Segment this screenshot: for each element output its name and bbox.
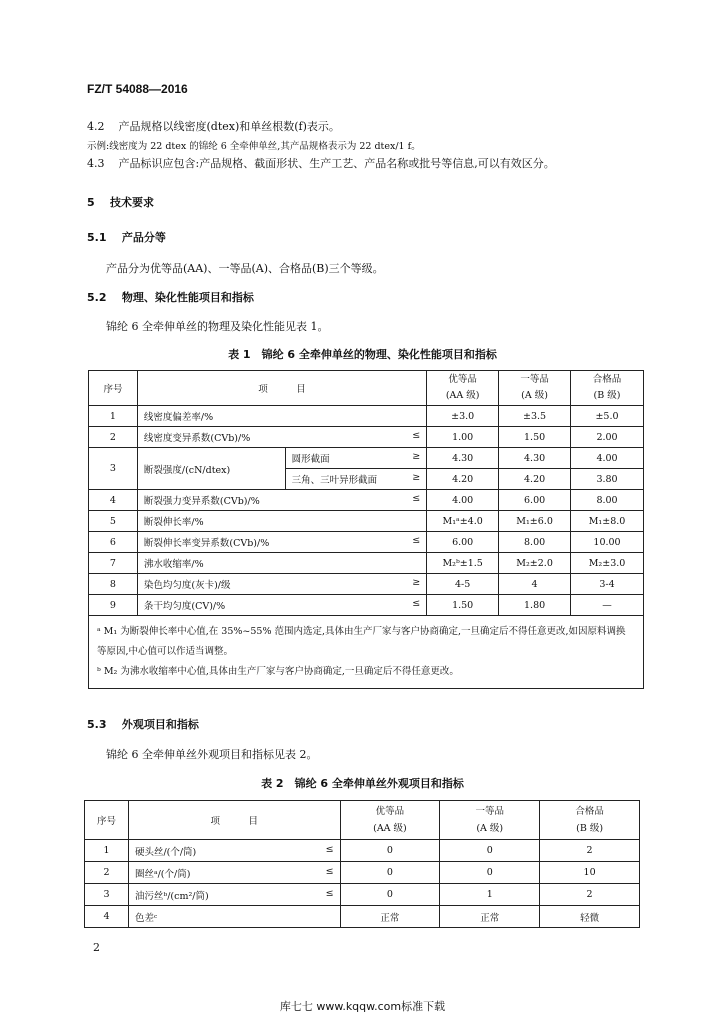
section-5-3-heading xyxy=(87,716,199,732)
clause-4-2 xyxy=(87,118,340,134)
item-label: 线密度偏差率/% xyxy=(143,412,214,423)
section-title: 技术要求 xyxy=(109,196,154,209)
table-row xyxy=(89,574,644,595)
value-b: 8.00 xyxy=(571,490,644,511)
value-aa: 6.00 xyxy=(427,532,499,553)
table-row xyxy=(89,427,644,448)
table-row xyxy=(85,862,640,884)
clause-number: 4.3 xyxy=(87,157,105,170)
row-item xyxy=(137,427,426,448)
row-no: 7 xyxy=(89,553,138,574)
section-number: 5.1 xyxy=(87,231,107,244)
value-aa: 1.50 xyxy=(427,595,499,616)
row-no: 5 xyxy=(89,511,138,532)
value-b: ±5.0 xyxy=(571,406,644,427)
clause-text: 产品标识应包含:产品规格、截面形状、生产工艺、产品名称或批号等信息,可以有效区分。 xyxy=(118,157,555,170)
row-no: 4 xyxy=(85,906,129,928)
value-aa: 正常 xyxy=(340,906,440,928)
col-item: 项 目 xyxy=(137,371,426,406)
value-a: 正常 xyxy=(440,906,540,928)
table-row xyxy=(89,553,644,574)
row-no: 4 xyxy=(89,490,138,511)
value-a: 0 xyxy=(440,862,540,884)
section-5-2-heading xyxy=(87,289,254,305)
section-title: 外观项目和指标 xyxy=(121,718,199,731)
sub-item xyxy=(285,448,427,469)
item-label: 断裂强力变异系数(CVb)/% xyxy=(143,496,260,507)
footnotes-cell xyxy=(89,616,644,689)
value-b: 2.00 xyxy=(571,427,644,448)
row-item xyxy=(128,862,340,884)
value-a: M₂±2.0 xyxy=(499,553,571,574)
value-b: M₂±3.0 xyxy=(571,553,644,574)
row-item xyxy=(137,574,426,595)
value-b: 10 xyxy=(540,862,640,884)
grade-code: (B 级) xyxy=(593,390,621,401)
row-no: 3 xyxy=(85,884,129,906)
row-no: 2 xyxy=(85,862,129,884)
col-b xyxy=(540,801,640,840)
table-row xyxy=(85,840,640,862)
page-number: 2 xyxy=(93,941,100,954)
value-aa: 0 xyxy=(340,840,440,862)
col-b xyxy=(571,371,644,406)
col-no: 序号 xyxy=(89,371,138,406)
grade-code: (A 级) xyxy=(476,823,504,834)
row-item xyxy=(137,595,426,616)
table1-caption: 表 1 锦纶 6 全牵伸单丝的物理、染化性能项目和指标 xyxy=(228,348,497,361)
row-item xyxy=(128,840,340,862)
row-item xyxy=(137,490,426,511)
section-number: 5.2 xyxy=(87,291,107,304)
value-a: 4.30 xyxy=(499,448,571,469)
row-item: 断裂强度/(cN/dtex) xyxy=(137,448,285,490)
value-b: 3.80 xyxy=(571,469,644,490)
table1 xyxy=(88,370,644,689)
footnote-a: ᵃ M₁ 为断裂伸长率中心值,在 35%~55% 范围内选定,具体由生产厂家与客户协商确定,一旦确定后不得任意更改,如因原料调换等原因,中心值可以作适当调整。 xyxy=(97,626,626,657)
grade-name: 优等品 xyxy=(375,806,405,817)
grade-code: (AA 级) xyxy=(445,390,480,401)
row-no: 8 xyxy=(89,574,138,595)
col-a xyxy=(499,371,571,406)
footnote-b: ᵇ M₂ 为沸水收缩率中心值,具体由生产厂家与客户协商确定,一旦确定后不得任意更改。 xyxy=(97,666,459,677)
table-header-row xyxy=(85,801,640,840)
col-item: 项 目 xyxy=(128,801,340,840)
grade-code: (B 级) xyxy=(576,823,604,834)
row-item xyxy=(137,406,426,427)
table2 xyxy=(84,800,640,928)
value-b: 轻微 xyxy=(540,906,640,928)
operator: ≤ xyxy=(412,493,421,504)
operator: ≥ xyxy=(412,451,421,462)
grade-code: (A 级) xyxy=(521,390,548,401)
row-no: 9 xyxy=(89,595,138,616)
item-label: 断裂伸长率/% xyxy=(143,517,204,528)
value-a: 0 xyxy=(440,840,540,862)
operator: ≤ xyxy=(325,843,334,855)
table-row xyxy=(89,448,644,469)
value-b: M₁±8.0 xyxy=(571,511,644,532)
value-a: ±3.5 xyxy=(499,406,571,427)
table-row xyxy=(89,511,644,532)
table-footnotes xyxy=(89,616,644,689)
value-aa: 0 xyxy=(340,862,440,884)
operator: ≤ xyxy=(412,430,421,441)
section-5-2-body: 锦纶 6 全牵伸单丝的物理及染化性能见表 1。 xyxy=(106,320,329,333)
section-number: 5 xyxy=(87,196,95,209)
clause-text: 产品规格以线密度(dtex)和单丝根数(f)表示。 xyxy=(118,120,340,133)
table-row xyxy=(89,490,644,511)
grade-code: (AA 级) xyxy=(373,823,407,834)
row-no: 6 xyxy=(89,532,138,553)
sub-item xyxy=(285,469,427,490)
table-row xyxy=(89,406,644,427)
value-b: 4.00 xyxy=(571,448,644,469)
value-b: 3-4 xyxy=(571,574,644,595)
table2-caption: 表 2 锦纶 6 全牵伸单丝外观项目和指标 xyxy=(261,777,464,790)
table-header-row xyxy=(89,371,644,406)
row-item xyxy=(137,511,426,532)
item-label: 染色均匀度(灰卡)/级 xyxy=(143,580,231,591)
row-item xyxy=(128,906,340,928)
table-row xyxy=(85,884,640,906)
value-a: 4.20 xyxy=(499,469,571,490)
value-aa: 1.00 xyxy=(427,427,499,448)
value-b: 10.00 xyxy=(571,532,644,553)
clause-4-2-example: 示例:线密度为 22 dtex 的锦纶 6 全牵伸单丝,其产品规格表示为 22 dtex/1 f。 xyxy=(87,141,421,152)
col-aa xyxy=(340,801,440,840)
value-a: 1 xyxy=(440,884,540,906)
grade-name: 一等品 xyxy=(520,374,549,385)
value-aa: ±3.0 xyxy=(427,406,499,427)
operator: ≤ xyxy=(325,887,334,899)
value-aa: 4.20 xyxy=(427,469,499,490)
col-aa xyxy=(427,371,499,406)
row-item xyxy=(137,553,426,574)
value-a: 1.50 xyxy=(499,427,571,448)
operator: ≥ xyxy=(412,472,421,483)
item-label: 色差ᶜ xyxy=(134,912,158,924)
value-a: 1.80 xyxy=(499,595,571,616)
operator: ≤ xyxy=(412,535,421,546)
item-label: 线密度变异系数(CVb)/% xyxy=(143,433,251,444)
row-no: 1 xyxy=(85,840,129,862)
row-item xyxy=(128,884,340,906)
item-label: 断裂伸长率变异系数(CVb)/% xyxy=(143,538,270,549)
operator: ≥ xyxy=(412,577,421,588)
section-title: 产品分等 xyxy=(121,231,166,244)
value-aa: 4-5 xyxy=(427,574,499,595)
table-row xyxy=(85,906,640,928)
value-aa: 0 xyxy=(340,884,440,906)
value-aa: M₂ᵇ±1.5 xyxy=(427,553,499,574)
grade-name: 优等品 xyxy=(448,374,477,385)
clause-number: 4.2 xyxy=(87,120,105,133)
operator: ≤ xyxy=(412,598,421,609)
sub-item-label: 圆形截面 xyxy=(291,454,330,465)
value-aa: 4.30 xyxy=(427,448,499,469)
value-b: — xyxy=(571,595,644,616)
row-no: 2 xyxy=(89,427,138,448)
section-5-1-heading xyxy=(87,229,166,245)
grade-name: 合格品 xyxy=(575,806,604,817)
section-5-3-body: 锦纶 6 全牵伸单丝外观项目和指标见表 2。 xyxy=(106,748,318,761)
value-b: 2 xyxy=(540,884,640,906)
section-5-heading xyxy=(87,194,154,210)
item-label: 硬头丝/(个/筒) xyxy=(134,846,197,858)
section-title: 物理、染化性能项目和指标 xyxy=(121,291,254,304)
row-no: 3 xyxy=(89,448,138,490)
value-aa: M₁ᵃ±4.0 xyxy=(427,511,499,532)
sub-item-label: 三角、三叶异形截面 xyxy=(291,475,378,486)
item-label: 圈丝ᵃ/(个/筒) xyxy=(134,868,191,880)
item-label: 条干均匀度(CV)/% xyxy=(143,601,226,612)
value-aa: 4.00 xyxy=(427,490,499,511)
operator: ≤ xyxy=(325,865,334,877)
row-no: 1 xyxy=(89,406,138,427)
footer-watermark: 库七七 www.kqqw.com标准下载 xyxy=(279,1000,446,1013)
table-row xyxy=(89,532,644,553)
row-item xyxy=(137,532,426,553)
clause-4-3 xyxy=(87,155,555,171)
value-b: 2 xyxy=(540,840,640,862)
value-a: 6.00 xyxy=(499,490,571,511)
item-label: 油污丝ᵇ/(cm²/筒) xyxy=(134,890,209,902)
value-a: M₁±6.0 xyxy=(499,511,571,532)
section-number: 5.3 xyxy=(87,718,107,731)
value-a: 4 xyxy=(499,574,571,595)
document-header: FZ/T 54088—2016 xyxy=(87,82,188,96)
col-no: 序号 xyxy=(85,801,129,840)
item-label: 沸水收缩率/% xyxy=(143,559,204,570)
col-a xyxy=(440,801,540,840)
section-5-1-body: 产品分为优等品(AA)、一等品(A)、合格品(B)三个等级。 xyxy=(106,262,384,275)
grade-name: 一等品 xyxy=(475,806,504,817)
value-a: 8.00 xyxy=(499,532,571,553)
table-row xyxy=(89,595,644,616)
grade-name: 合格品 xyxy=(592,374,622,385)
